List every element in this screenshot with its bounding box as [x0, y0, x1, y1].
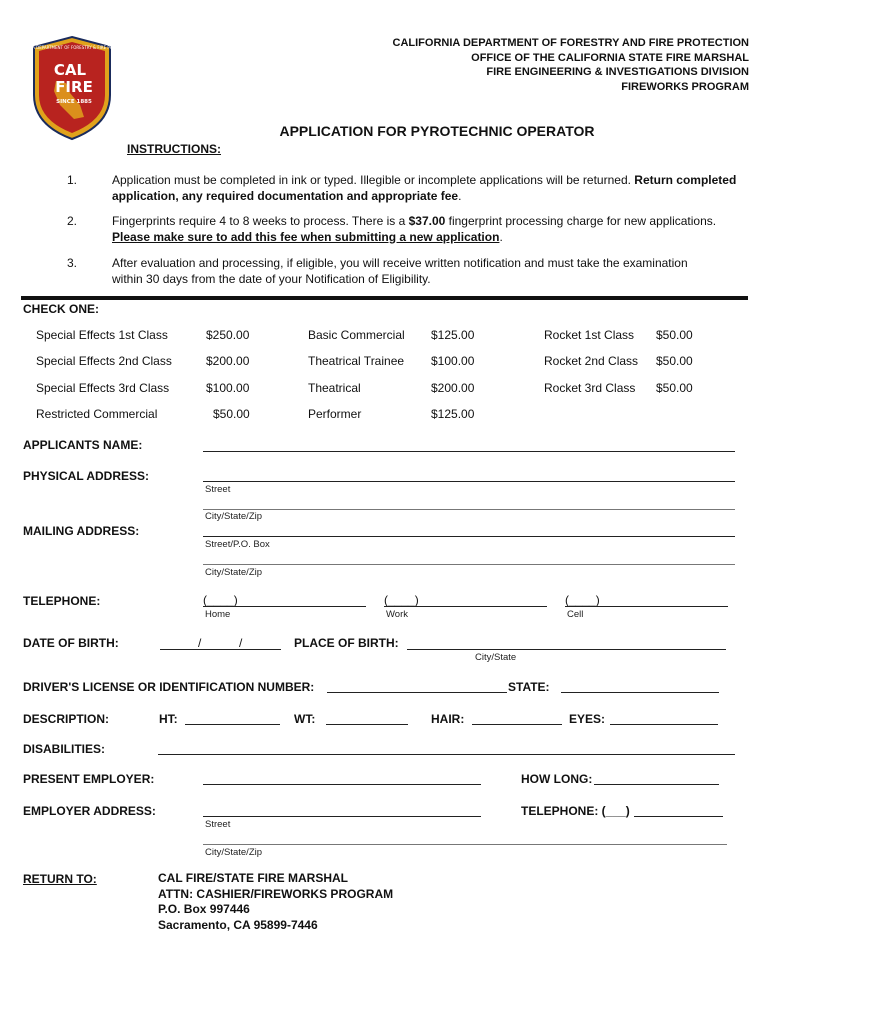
return-address-line-2: ATTN: CASHIER/FIREWORKS PROGRAM — [158, 886, 394, 901]
logo-since: SINCE 1885 — [56, 99, 92, 105]
fee-basic-commercial: $125.00 — [431, 328, 475, 342]
present-employer-field[interactable] — [203, 784, 481, 785]
physical-street-caption: Street — [205, 484, 231, 495]
cell-caption: Cell — [567, 609, 584, 620]
fee-restricted-commercial: $50.00 — [213, 407, 250, 421]
present-employer-label: PRESENT EMPLOYER: — [23, 772, 155, 786]
how-long-label: HOW LONG: — [521, 772, 593, 786]
return-address-line-3: P.O. Box 997446 — [158, 902, 250, 916]
employer-telephone-field[interactable] — [634, 816, 723, 817]
state-label: STATE: — [508, 680, 550, 694]
fee-theatrical: $200.00 — [431, 381, 475, 395]
option-performer[interactable]: Performer — [308, 407, 362, 421]
state-field[interactable] — [561, 692, 719, 693]
cell-area-code: (____) — [565, 593, 600, 607]
agency-header — [393, 36, 749, 94]
logo-word-cal: CAL — [53, 61, 87, 79]
option-restricted-commercial[interactable]: Restricted Commercial — [36, 407, 158, 421]
agency-line-1: CALIFORNIA DEPARTMENT OF FORESTRY AND FIRE PROTECTION — [392, 37, 749, 49]
employer-city-caption: City/State/Zip — [205, 847, 263, 858]
employer-street-field[interactable] — [203, 816, 481, 817]
work-phone-field[interactable] — [384, 606, 547, 607]
instruction-2-number: 2. — [67, 214, 78, 228]
mailing-city-field[interactable] — [203, 564, 735, 565]
cell-phone-field[interactable] — [565, 606, 728, 607]
physical-city-caption: City/State/Zip — [205, 511, 263, 522]
employer-address-label: EMPLOYER ADDRESS: — [23, 804, 156, 818]
description-label: DESCRIPTION: — [23, 712, 110, 726]
agency-line-2: OFFICE OF THE CALIFORNIA STATE FIRE MARSHAL — [471, 51, 749, 64]
fee-special-effects-1st: $250.00 — [206, 328, 250, 342]
check-one-label: CHECK ONE: — [23, 302, 100, 316]
return-to-label: RETURN TO: — [23, 872, 97, 886]
fee-special-effects-2nd: $200.00 — [206, 354, 250, 368]
instruction-3-text: After evaluation and processing, if eligible, you will receive written notification and must take the examination within 30 days from the date of your Notification of Eligibility. — [112, 256, 688, 286]
option-theatrical-trainee[interactable]: Theatrical Trainee — [308, 354, 405, 368]
mailing-address-label: MAILING ADDRESS: — [23, 524, 140, 538]
return-address-line-4: Sacramento, CA 95899-7446 — [158, 917, 318, 932]
form-title: APPLICATION FOR PYROTECHNIC OPERATOR — [279, 123, 595, 139]
dob-field[interactable] — [160, 649, 281, 650]
eyes-field[interactable] — [610, 724, 718, 725]
height-field[interactable] — [185, 724, 280, 725]
home-area-code: (____) — [203, 593, 238, 607]
place-of-birth-caption: City/State — [475, 652, 517, 663]
dob-label: DATE OF BIRTH: — [23, 636, 119, 650]
drivers-license-label: DRIVER'S LICENSE OR IDENTIFICATION NUMBER: — [23, 680, 315, 694]
fee-rocket-3rd: $50.00 — [656, 381, 693, 395]
work-area-code: (____) — [384, 593, 419, 607]
dob-slash-1: / — [198, 636, 202, 650]
hair-label: HAIR: — [431, 712, 465, 726]
option-special-effects-1st[interactable]: Special Effects 1st Class — [36, 328, 168, 342]
mailing-city-caption: City/State/Zip — [205, 567, 263, 578]
fee-rocket-2nd: $50.00 — [656, 354, 693, 368]
weight-field[interactable] — [326, 724, 408, 725]
place-of-birth-label: PLACE OF BIRTH: — [294, 636, 399, 650]
fee-rocket-1st: $50.00 — [656, 328, 693, 342]
instruction-1-text: Application must be completed in ink or typed. Illegible or incomplete applications will be returned. Return completed application, any required documentation and appropriate fee. — [112, 173, 737, 203]
height-label: HT: — [159, 712, 178, 726]
physical-city-field[interactable] — [203, 509, 735, 510]
instruction-1-number: 1. — [67, 173, 78, 187]
weight-label: WT: — [294, 712, 316, 726]
instruction-2-text: Fingerprints require 4 to 8 weeks to process. There is a $37.00 fingerprint processing charge for new applications. Please make sure to add this fee when submitting a new application. — [112, 214, 717, 244]
fee-theatrical-trainee: $100.00 — [431, 354, 475, 368]
instruction-3-number: 3. — [67, 256, 78, 270]
option-theatrical[interactable]: Theatrical — [308, 381, 361, 395]
how-long-field[interactable] — [594, 784, 719, 785]
dob-slash-2: / — [239, 636, 243, 650]
fee-performer: $125.00 — [431, 407, 475, 421]
applicant-name-label: APPLICANTS NAME: — [23, 438, 143, 452]
disabilities-label: DISABILITIES: — [23, 742, 106, 756]
agency-line-4: FIREWORKS PROGRAM — [621, 80, 749, 93]
physical-address-label: PHYSICAL ADDRESS: — [23, 469, 150, 483]
option-special-effects-2nd[interactable]: Special Effects 2nd Class — [36, 354, 172, 368]
eyes-label: EYES: — [569, 712, 606, 726]
mailing-street-caption: Street/P.O. Box — [205, 539, 270, 550]
employer-street-caption: Street — [205, 819, 231, 830]
option-rocket-1st[interactable]: Rocket 1st Class — [544, 328, 635, 342]
option-rocket-3rd[interactable]: Rocket 3rd Class — [544, 381, 636, 395]
agency-line-3: FIRE ENGINEERING & INVESTIGATIONS DIVISION — [486, 66, 749, 78]
option-basic-commercial[interactable]: Basic Commercial — [308, 328, 405, 342]
drivers-license-field[interactable] — [327, 692, 507, 693]
employer-telephone-label: TELEPHONE: (___) — [521, 804, 630, 818]
disabilities-field[interactable] — [158, 754, 735, 755]
logo-arc-text: CALIFORNIA DEPARTMENT OF FORESTRY & FIRE PROTECTION — [10, 45, 134, 50]
work-caption: Work — [386, 609, 408, 620]
instructions-heading: INSTRUCTIONS: — [127, 142, 221, 156]
return-address — [158, 871, 393, 933]
home-caption: Home — [205, 609, 231, 620]
place-of-birth-field[interactable] — [407, 649, 726, 650]
applicant-name-field[interactable] — [203, 451, 735, 452]
home-phone-field[interactable] — [203, 606, 366, 607]
hair-field[interactable] — [472, 724, 562, 725]
mailing-street-field[interactable] — [203, 536, 735, 537]
fee-special-effects-3rd: $100.00 — [206, 381, 250, 395]
physical-street-field[interactable] — [203, 481, 735, 482]
logo-word-fire: FIRE — [55, 78, 93, 96]
option-rocket-2nd[interactable]: Rocket 2nd Class — [544, 354, 639, 368]
return-address-line-1: CAL FIRE/STATE FIRE MARSHAL — [158, 871, 348, 885]
telephone-label: TELEPHONE: — [23, 594, 101, 608]
option-special-effects-3rd[interactable]: Special Effects 3rd Class — [36, 381, 170, 395]
section-divider — [21, 296, 748, 300]
employer-city-field[interactable] — [203, 844, 727, 845]
